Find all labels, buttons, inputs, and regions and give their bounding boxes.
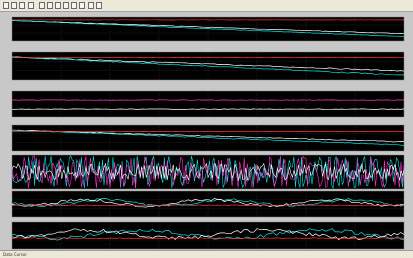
status-bar — [0, 250, 413, 258]
open-file-icon[interactable] — [11, 2, 17, 9]
pan-hand-icon[interactable] — [63, 2, 69, 9]
new-figure-icon[interactable] — [3, 2, 9, 9]
print-icon[interactable] — [28, 2, 34, 9]
series-line — [12, 100, 404, 101]
link-icon[interactable] — [96, 2, 102, 9]
series-line — [12, 109, 404, 110]
save-icon[interactable] — [19, 2, 25, 9]
zoom-in-icon[interactable] — [47, 2, 53, 9]
status-text: Data Cursor — [3, 252, 27, 257]
subplots-container — [0, 12, 413, 250]
arrow-select-icon[interactable] — [39, 2, 45, 9]
rotate-3d-icon[interactable] — [71, 2, 77, 9]
brush-icon[interactable] — [88, 2, 94, 9]
zoom-out-icon[interactable] — [55, 2, 61, 9]
figure-toolbar — [0, 0, 413, 12]
data-cursor-icon[interactable] — [79, 2, 85, 9]
figure-canvas — [0, 12, 413, 250]
